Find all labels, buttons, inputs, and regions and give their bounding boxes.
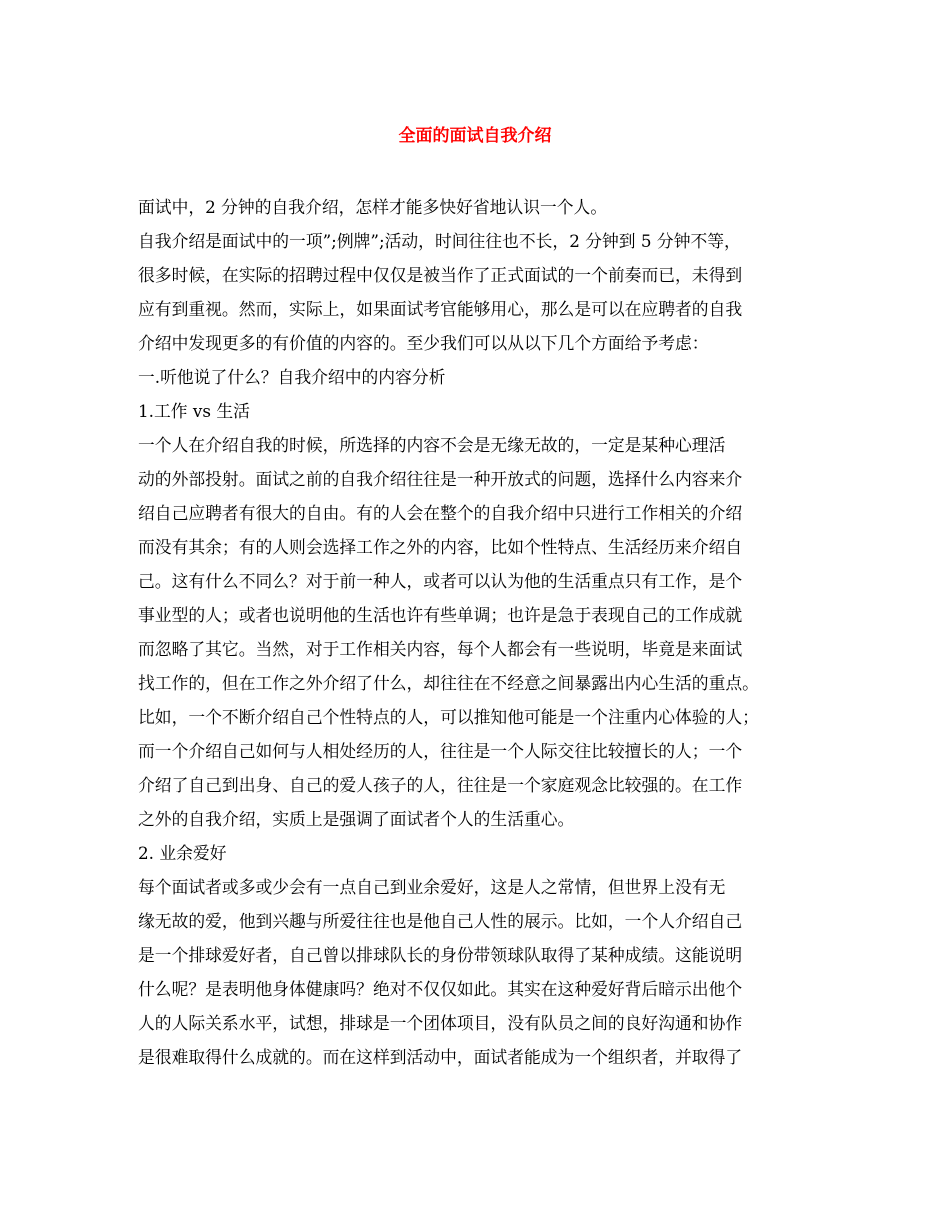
body-line: 比如，一个不断介绍自己个性特点的人，可以推知他可能是一个注重内心体验的人； (138, 707, 759, 727)
body-line: 绍自己应聘者有很大的自由。有的人会在整个的自我介绍中只进行工作相关的介绍 (138, 503, 743, 523)
body-line: 自我介绍是面试中的一项”;例牌”;活动，时间往往也不长，2 分钟到 5 分钟不等， (138, 231, 741, 251)
body-line: 己。这有什么不同么？对于前一种人，或者可以认为他的生活重点只有工作，是个 (138, 571, 743, 591)
body-line: 每个面试者或多或少会有一点自己到业余爱好，这是人之常情，但世界上没有无 (138, 877, 726, 897)
body-line: 一.听他说了什么？自我介绍中的内容分析 (138, 367, 446, 387)
body-line: 应有到重视。然而，实际上，如果面试考官能够用心，那么是可以在应聘者的自我 (138, 299, 743, 319)
document-body (138, 190, 818, 1074)
body-line: 2. 业余爱好 (138, 843, 227, 863)
body-line: 而忽略了其它。当然，对于工作相关内容，每个人都会有一些说明，毕竟是来面试 (138, 639, 743, 659)
body-line: 是一个排球爱好者，自己曾以排球队长的身份带领球队取得了某种成绩。这能说明 (138, 945, 743, 965)
body-line: 缘无故的爱，他到兴趣与所爱往往也是他自己人性的展示。比如，一个人介绍自己 (138, 911, 743, 931)
body-line: 事业型的人；或者也说明他的生活也许有些单调；也许是急于表现自己的工作成就 (138, 605, 743, 625)
body-line: 一个人在介绍自我的时候，所选择的内容不会是无缘无故的，一定是某种心理活 (138, 435, 726, 455)
body-line: 之外的自我介绍，实质上是强调了面试者个人的生活重心。 (138, 809, 575, 829)
body-line: 人的人际关系水平，试想，排球是一个团体项目，没有队员之间的良好沟通和协作 (138, 1013, 743, 1033)
body-line: 而一个介绍自己如何与人相处经历的人，往往是一个人际交往比较擅长的人；一个 (138, 741, 743, 761)
body-line: 介绍了自己到出身、自己的爱人孩子的人，往往是一个家庭观念比较强的。在工作 (138, 775, 743, 795)
body-line: 找工作的，但在工作之外介绍了什么，却往往在不经意之间暴露出内心生活的重点。 (138, 673, 759, 693)
body-line: 动的外部投射。面试之前的自我介绍往往是一种开放式的问题，选择什么内容来介 (138, 469, 743, 489)
body-line: 面试中，2 分钟的自我介绍，怎样才能多快好省地认识一个人。 (138, 197, 608, 217)
document-title: 全面的面试自我介绍 (398, 126, 552, 146)
body-line: 介绍中发现更多的有价值的内容的。至少我们可以从以下几个方面给予考虑： (138, 333, 709, 353)
body-line: 而没有其余；有的人则会选择工作之外的内容，比如个性特点、生活经历来介绍自 (138, 537, 743, 557)
body-line: 什么呢？是表明他身体健康吗？绝对不仅仅如此。其实在这种爱好背后暗示出他个 (138, 979, 743, 999)
body-line: 1.工作 vs 生活 (138, 401, 250, 421)
body-line: 很多时候，在实际的招聘过程中仅仅是被当作了正式面试的一个前奏而已，未得到 (138, 265, 743, 285)
body-line: 是很难取得什么成就的。而在这样到活动中，面试者能成为一个组织者，并取得了 (138, 1047, 743, 1067)
